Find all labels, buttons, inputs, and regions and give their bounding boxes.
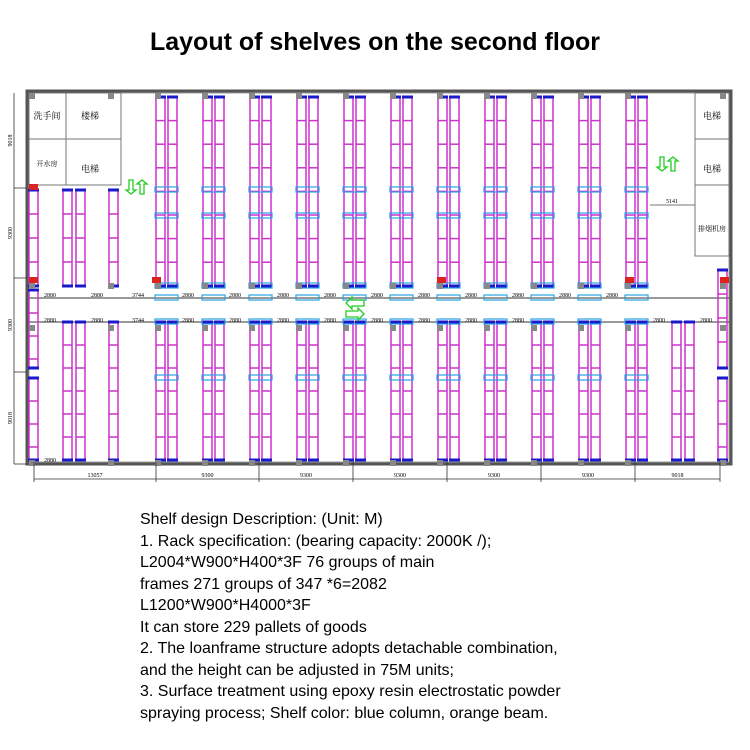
description-line-3: frames 271 groups of 347 *6=2082: [140, 575, 387, 593]
washroom-label: 洗手间: [33, 111, 61, 121]
column-8-1: [437, 283, 443, 289]
column-10-0: [531, 93, 537, 99]
rack-bottom-9b: [496, 322, 507, 460]
column-4-3: [249, 460, 255, 466]
rack-top-left-0a: [62, 190, 73, 286]
rack-bottom-2b: [167, 322, 178, 460]
column-10-1: [531, 283, 537, 289]
rack-bottom-4a: [249, 322, 260, 460]
column-11-0: [578, 93, 584, 99]
column-11-3: [578, 460, 584, 466]
column-7-1: [390, 283, 396, 289]
rack-bottom-6b: [355, 322, 366, 460]
aisle-top-dim-5: 2880: [277, 293, 289, 299]
aisle-bottom-dim-10: 2880: [512, 318, 524, 324]
aisle-bottom-dim-11: 2800: [653, 318, 665, 324]
column-3-2: [202, 325, 208, 331]
column-0-1: [29, 283, 35, 289]
aisle-bottom-dim-7: 2880: [371, 318, 383, 324]
description-line-5: It can store 229 pallets of goods: [140, 618, 367, 636]
end-frame-0-5: [155, 375, 178, 380]
aisle-bottom-dim-2: 3744: [132, 318, 144, 324]
aisle-top-dim-3: 2880: [182, 293, 194, 299]
aisle-bottom-dim-3: 2880: [182, 318, 194, 324]
column-5-2: [296, 325, 302, 331]
rack-bottom-5a: [296, 322, 307, 460]
description-line-4: L1200*W900*H4000*3F: [140, 597, 311, 614]
bottom-dim-0: 13057: [87, 473, 103, 479]
fire-marker-1: [152, 277, 161, 283]
description-line-2: L2004*W900*H400*3F 76 groups of main: [140, 554, 435, 571]
rack-right-wall-low: [717, 378, 728, 460]
column-4-2: [249, 325, 255, 331]
column-9-1: [484, 283, 490, 289]
arrow-up-right: [668, 157, 678, 171]
aisle-bottom-dim-12: 2800: [700, 318, 712, 324]
stairs-label: 楼梯: [80, 111, 100, 121]
column-5-1: [296, 283, 302, 289]
rack-bottom-6a: [343, 322, 354, 460]
rack-top-left-wall: [28, 190, 39, 286]
fire-marker-0: [29, 184, 38, 190]
rack-bottom-11b: [590, 322, 601, 460]
column-13-0: [720, 93, 726, 99]
rack-rows: [28, 97, 728, 460]
rack-bottom-10a: [531, 322, 542, 460]
rack-top-left-0b: [75, 190, 86, 286]
aisle-top-dim-11: 2880: [559, 293, 571, 299]
column-13-3: [720, 460, 726, 466]
rack-bottom-3a: [202, 322, 213, 460]
column-2-0: [155, 93, 161, 99]
column-1-0: [108, 93, 114, 99]
column-4-0: [249, 93, 255, 99]
fire-marker-5: [720, 277, 729, 283]
column-7-3: [390, 460, 396, 466]
arrow-down-right: [657, 157, 667, 171]
rack-bottom-9a: [484, 322, 495, 460]
rack-left-wall-low: [28, 378, 39, 460]
column-4-1: [249, 283, 255, 289]
end-frame-10-5: [625, 375, 648, 380]
aisle-bottom-dim-5: 2880: [277, 318, 289, 324]
end-frame-4-5: [343, 375, 366, 380]
left-dim-0: 9018: [8, 134, 14, 147]
arrow-right-aisle: [346, 308, 364, 320]
end-frame-5-5: [390, 375, 413, 380]
end-frame-9-5: [578, 375, 601, 380]
corner-bottom-dim: 2880: [44, 458, 56, 464]
elevator-label: 电梯: [80, 164, 100, 174]
end-frame-7-5: [484, 375, 507, 380]
shelf-description: [140, 509, 740, 724]
column-1-3: [108, 460, 114, 466]
column-2-1: [155, 283, 161, 289]
aisle-top-dim-7: 2880: [371, 293, 383, 299]
column-2-2: [155, 325, 161, 331]
description-line-0: Shelf design Description: (Unit: M): [140, 511, 383, 528]
description-line-6: 2. The loanframe structure adopts detachable combination,: [140, 640, 558, 657]
bottom-dim-6: 9018: [671, 473, 684, 479]
column-8-2: [437, 325, 443, 331]
room-width-dim: 5141: [666, 199, 678, 205]
column-11-1: [578, 283, 584, 289]
arrow-down-left: [126, 180, 136, 194]
rack-bottom-5b: [308, 322, 319, 460]
aisle-top-dim-1: 2880: [91, 293, 103, 299]
elevator-right-2-label: 电梯: [702, 164, 722, 174]
aisle-bottom-dim-1: 2880: [91, 318, 103, 324]
rack-bottom-13b: [684, 322, 695, 460]
end-frame-3-5: [296, 375, 319, 380]
column-7-2: [390, 325, 396, 331]
column-0-0: [29, 93, 35, 99]
rooms-group: [29, 93, 729, 256]
rack-bottom-2a: [155, 322, 166, 460]
column-12-3: [625, 460, 631, 466]
column-6-2: [343, 325, 349, 331]
elevator-right-1-label: 电梯: [702, 111, 722, 121]
rack-bottom-8b: [449, 322, 460, 460]
rack-bottom-0b: [75, 322, 86, 460]
description-line-8: 3. Surface treatment using epoxy resin electrostatic powder: [140, 683, 561, 700]
column-11-2: [578, 325, 584, 331]
rack-bottom-12a: [625, 322, 636, 460]
rack-bottom-4b: [261, 322, 272, 460]
aisle-bottom-dim-9: 2880: [465, 318, 477, 324]
bottom-dim-1: 9300: [201, 473, 214, 479]
column-7-0: [390, 93, 396, 99]
fire-marker-4: [29, 277, 38, 283]
bottom-dim-3: 9300: [394, 473, 406, 479]
aisle-top-dim-8: 2880: [418, 293, 430, 299]
column-10-2: [531, 325, 537, 331]
column-9-3: [484, 460, 490, 466]
description-line-9: spraying process; Shelf color: blue column, orange beam.: [140, 704, 549, 722]
aisle-bottom-dim-4: 2880: [229, 318, 241, 324]
smoke-exhaust-room-label: 排烟机房: [698, 225, 726, 233]
column-1-2: [108, 325, 114, 331]
bottom-dim-5: 9300: [582, 473, 594, 479]
column-6-0: [343, 93, 349, 99]
rack-bottom-1a: [108, 322, 119, 460]
rack-bottom-11a: [578, 322, 589, 460]
end-frame-6-5: [437, 375, 460, 380]
aisle-top-dim-0: 2880: [44, 293, 56, 299]
column-0-2: [29, 325, 35, 331]
column-8-0: [437, 93, 443, 99]
column-3-3: [202, 460, 208, 466]
description-line-1: 1. Rack specification: (bearing capacity: 2000K /);: [140, 532, 492, 550]
left-dim-2: 9300: [8, 319, 14, 331]
rack-bottom-12b: [637, 322, 648, 460]
rack-top-left-1a: [108, 190, 119, 286]
rack-bottom-7a: [390, 322, 401, 460]
aisle-bottom-dim-6: 2880: [324, 318, 336, 324]
rack-bottom-8a: [437, 322, 448, 460]
column-13-2: [720, 325, 726, 331]
rack-bottom-0a: [62, 322, 73, 460]
column-5-0: [296, 93, 302, 99]
bottom-dim-4: 9300: [488, 473, 500, 479]
aisle-top-dim-4: 2880: [229, 293, 241, 299]
column-12-1: [625, 283, 631, 289]
rack-bottom-7b: [402, 322, 413, 460]
aisle-bottom-dim-8: 2880: [418, 318, 430, 324]
structural-columns: [29, 93, 729, 466]
column-6-1: [343, 283, 349, 289]
fire-marker-3: [625, 277, 634, 283]
end-frame-1-5: [202, 375, 225, 380]
aisle-top-dim-6: 2880: [324, 293, 336, 299]
column-12-0: [625, 93, 631, 99]
arrow-up-left: [137, 180, 147, 194]
aisle-bottom-dim-0: 2880: [44, 318, 56, 324]
column-8-3: [437, 460, 443, 466]
column-9-0: [484, 93, 490, 99]
aisle-top-dim-12: 2880: [606, 293, 618, 299]
rack-bottom-3b: [214, 322, 225, 460]
inner-wall: [29, 93, 729, 462]
column-12-2: [625, 325, 631, 331]
column-5-3: [296, 460, 302, 466]
aisle-top-dim-10: 2880: [512, 293, 524, 299]
aisle-top-dim-2: 3744: [132, 293, 144, 299]
fire-marker-2: [437, 277, 446, 283]
bottom-dim-2: 9300: [300, 473, 312, 479]
column-3-1: [202, 283, 208, 289]
column-1-1: [108, 283, 114, 289]
left-dim-3: 9018: [8, 412, 14, 424]
column-9-2: [484, 325, 490, 331]
end-frame-8-5: [531, 375, 554, 380]
rack-bottom-13a: [671, 322, 682, 460]
end-frame-2-5: [249, 375, 272, 380]
aisle-top-dim-9: 2880: [465, 293, 477, 299]
column-10-3: [531, 460, 537, 466]
rack-bottom-10b: [543, 322, 554, 460]
page-title: Layout of shelves on the second floor: [149, 28, 601, 56]
column-13-1: [720, 283, 726, 289]
left-dim-1: 9300: [8, 227, 14, 239]
water-room-label: 开水房: [36, 160, 58, 168]
arrow-left-aisle: [346, 297, 364, 309]
column-6-3: [343, 460, 349, 466]
column-3-0: [202, 93, 208, 99]
description-line-7: and the height can be adjusted in 75M units;: [140, 661, 454, 679]
